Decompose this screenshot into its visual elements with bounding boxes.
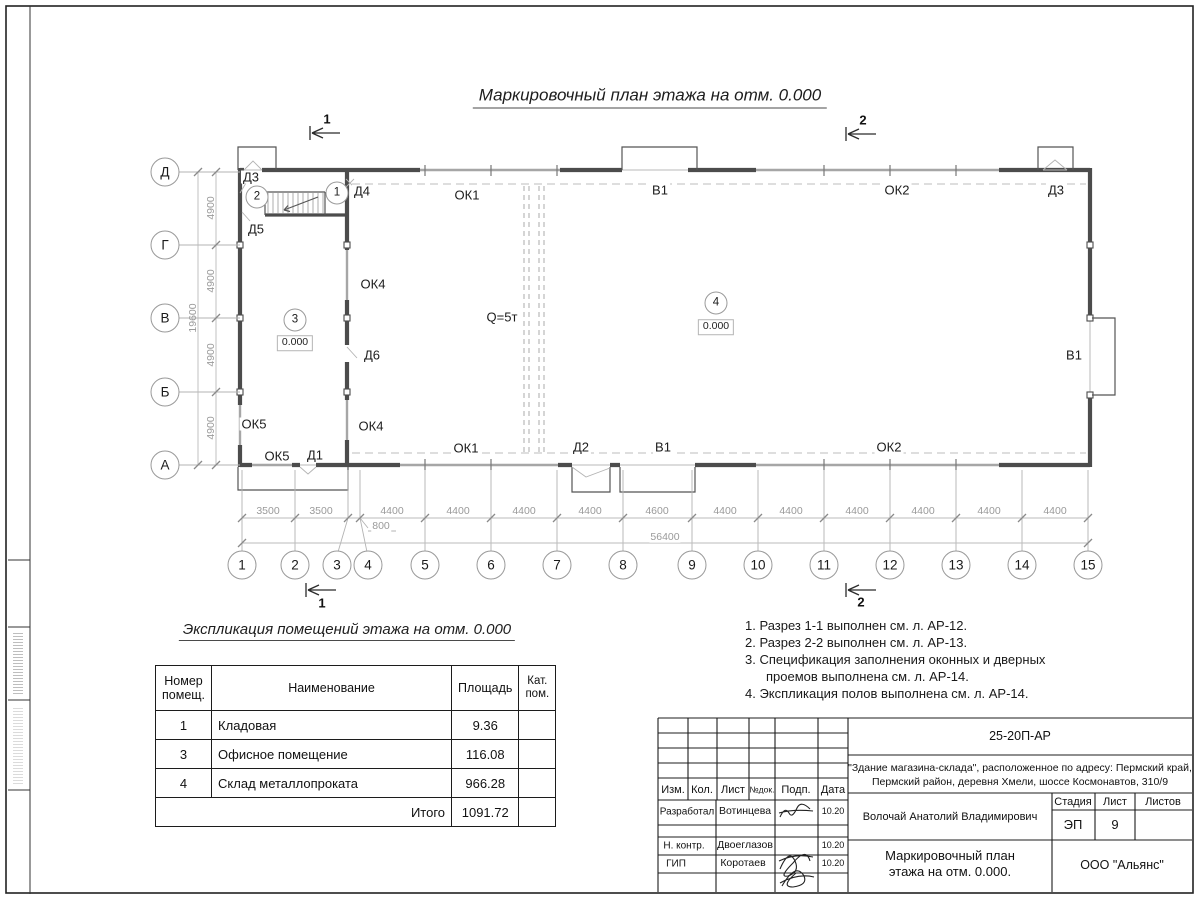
titleblock-doc-code: 25-20П-АР	[989, 729, 1051, 744]
sheet-label: Лист	[1103, 795, 1127, 808]
table-row	[156, 769, 556, 798]
axis-number-8: 8	[609, 551, 638, 580]
dim-bottom-5: 4400	[512, 504, 536, 517]
axis-number-12: 12	[876, 551, 905, 580]
dim-left-1: 4900	[204, 196, 217, 220]
room-category	[519, 769, 556, 798]
explication-title: Экспликация помещений этажа на отм. 0.000	[179, 621, 515, 641]
dim-left-2: 4900	[204, 269, 217, 293]
dim-bottom-2: 3500	[309, 504, 333, 517]
dim-bottom-1: 3500	[256, 504, 280, 517]
dim-bottom-13: 4400	[1043, 504, 1067, 517]
label-gate-v1-bottom: В1	[655, 439, 671, 455]
dim-bottom-6: 4400	[578, 504, 602, 517]
axis-number-9: 9	[678, 551, 707, 580]
titleblock-address-line1: "Здание магазина-склада", расположенное по адресу: Пермский край,	[848, 762, 1192, 775]
rev-header-list: Лист	[721, 783, 745, 796]
label-door-d1: Д1	[306, 447, 324, 463]
margin-stamp-text	[13, 632, 23, 694]
titleblock-approver: Волочай Анатолий Владимирович	[862, 810, 1038, 823]
note-line: 4. Экспликация полов выполнена см. л. АР-14.	[745, 686, 1029, 701]
axis-number-15: 15	[1074, 551, 1103, 580]
room-name: Склад металлопроката	[212, 769, 452, 798]
role-developer: Разработал	[659, 806, 715, 818]
label-gate-v1-right: В1	[1066, 347, 1082, 363]
stairs	[268, 193, 323, 214]
level-mark-room3: 0.000	[277, 335, 313, 351]
rev-header-ndok: №док.	[749, 784, 775, 795]
axis-letter-b: Б	[151, 378, 180, 407]
label-door-d4: Д4	[353, 183, 371, 199]
rev-header-podp: Подп.	[781, 783, 811, 796]
axis-letter-a: А	[151, 451, 180, 480]
room-name: Кладовая	[212, 711, 452, 740]
stage-label: Стадия	[1054, 795, 1092, 808]
room-number: 4	[156, 769, 212, 798]
plan-title: Маркировочный план этажа на отм. 0.000	[473, 86, 827, 109]
section-2-top: 2	[859, 112, 867, 128]
sheets-label: Листов	[1145, 795, 1181, 808]
dim-left-3: 4900	[204, 343, 217, 367]
axis-number-7: 7	[543, 551, 572, 580]
stage-value: ЭП	[1063, 816, 1083, 832]
note-line: проемов выполнена см. л. АР-14.	[766, 669, 969, 684]
name-developer: Вотинцева	[718, 805, 772, 818]
dim-bottom-12: 4400	[977, 504, 1001, 517]
label-window-ok5-top: ОК5	[241, 416, 267, 432]
notes-list	[745, 617, 1045, 702]
axis-number-4: 4	[354, 551, 383, 580]
label-door-d3-right: Д3	[1047, 182, 1065, 198]
dim-bottom-10: 4400	[845, 504, 869, 517]
table-total-row	[156, 798, 556, 827]
section-1-top: 1	[323, 111, 331, 127]
axis-letter-g: Г	[151, 231, 180, 260]
dim-bottom-11: 4400	[911, 504, 935, 517]
room-number: 3	[156, 740, 212, 769]
axis-number-1: 1	[228, 551, 257, 580]
doc-title-line1: Маркировочный план	[885, 847, 1015, 863]
col-header-number: Номер помещ.	[156, 666, 212, 711]
name-control: Двоеглазов	[717, 839, 773, 852]
label-gate-v1-top: В1	[652, 182, 668, 198]
axis-letter-d: Д	[151, 158, 180, 187]
role-control: Н. контр.	[663, 840, 705, 852]
role-gip: ГИП	[666, 858, 686, 870]
axis-number-11: 11	[810, 551, 839, 580]
label-crane-capacity: Q=5т	[486, 309, 518, 325]
table-row	[156, 740, 556, 769]
room-area: 116.08	[452, 740, 519, 769]
room-category	[519, 740, 556, 769]
room-number: 1	[156, 711, 212, 740]
doc-title-line2: этажа на отм. 0.000.	[888, 863, 1012, 879]
label-window-ok1-top: ОК1	[454, 187, 480, 203]
room-circle-4: 4	[705, 292, 728, 315]
level-mark-room4: 0.000	[698, 319, 734, 335]
dim-bottom-7: 4600	[645, 504, 669, 517]
sheet-value: 9	[1111, 816, 1119, 832]
total-category	[519, 798, 556, 827]
date-gip: 10.20	[821, 858, 845, 869]
dim-bottom-800: 800	[372, 519, 390, 532]
room-name: Офисное помещение	[212, 740, 452, 769]
room-circle-2: 2	[246, 186, 269, 209]
label-window-ok1-bottom: ОК1	[453, 440, 479, 456]
dim-bottom-9: 4400	[779, 504, 803, 517]
rev-header-data: Дата	[820, 783, 846, 796]
dimension-lines	[179, 168, 1092, 552]
room-circle-1: 1	[326, 182, 349, 205]
label-door-d5: Д5	[247, 221, 265, 237]
room-category	[519, 711, 556, 740]
dim-left-4: 4900	[204, 416, 217, 440]
company-name: ООО "Альянс"	[1080, 858, 1164, 873]
label-window-ok4-top: ОК4	[360, 276, 386, 292]
label-door-d3-left: Д3	[242, 169, 260, 185]
name-gip: Коротаев	[720, 857, 766, 870]
signatures	[779, 804, 814, 887]
label-window-ok2-bottom: ОК2	[876, 439, 902, 455]
date-control: 10.20	[821, 840, 845, 851]
dim-bottom-4: 4400	[446, 504, 470, 517]
label-door-d2: Д2	[572, 439, 590, 455]
axis-number-6: 6	[477, 551, 506, 580]
axis-number-13: 13	[942, 551, 971, 580]
axis-number-10: 10	[744, 551, 773, 580]
label-window-ok5-bottom: ОК5	[264, 448, 290, 464]
section-1-bottom: 1	[318, 595, 326, 611]
dim-bottom-3: 4400	[380, 504, 404, 517]
note-line: 3. Спецификация заполнения оконных и дверных	[745, 652, 1046, 667]
col-header-name: Наименование	[212, 666, 452, 711]
titleblock-address-line2: Пермский район, деревня Хмели, шоссе Космонавтов, 310/9	[871, 776, 1169, 789]
porches	[238, 147, 1115, 492]
rev-header-kol: Кол.	[691, 783, 713, 796]
note-line: 2. Разрез 2-2 выполнен см. л. АР-13.	[745, 635, 968, 650]
section-2-bottom: 2	[857, 594, 865, 610]
label-window-ok4-bottom: ОК4	[358, 418, 384, 434]
explication-table	[155, 665, 556, 827]
room-circle-3: 3	[284, 309, 307, 332]
rev-header-izm: Изм.	[661, 783, 685, 796]
crane-lines	[524, 186, 544, 456]
col-header-area: Площадь	[452, 666, 519, 711]
axis-number-3: 3	[323, 551, 352, 580]
label-door-d6: Д6	[363, 347, 381, 363]
dim-left-total: 19600	[186, 303, 199, 333]
dim-bottom-8: 4400	[713, 504, 737, 517]
room-area: 966.28	[452, 769, 519, 798]
label-window-ok2-top: ОК2	[884, 182, 910, 198]
section-marks	[306, 126, 876, 597]
room-area: 9.36	[452, 711, 519, 740]
axis-letter-v: В	[151, 304, 180, 333]
total-label: Итого	[156, 798, 452, 827]
dim-bottom-total: 56400	[650, 530, 680, 543]
total-value: 1091.72	[452, 798, 519, 827]
col-header-category: Кат. пом.	[519, 666, 556, 711]
note-line: 1. Разрез 1-1 выполнен см. л. АР-12.	[745, 618, 968, 633]
table-row	[156, 711, 556, 740]
margin-stamp-text-2	[13, 706, 23, 784]
axis-number-14: 14	[1008, 551, 1037, 580]
date-developer: 10.20	[821, 806, 845, 817]
axis-number-5: 5	[411, 551, 440, 580]
axis-number-2: 2	[281, 551, 310, 580]
